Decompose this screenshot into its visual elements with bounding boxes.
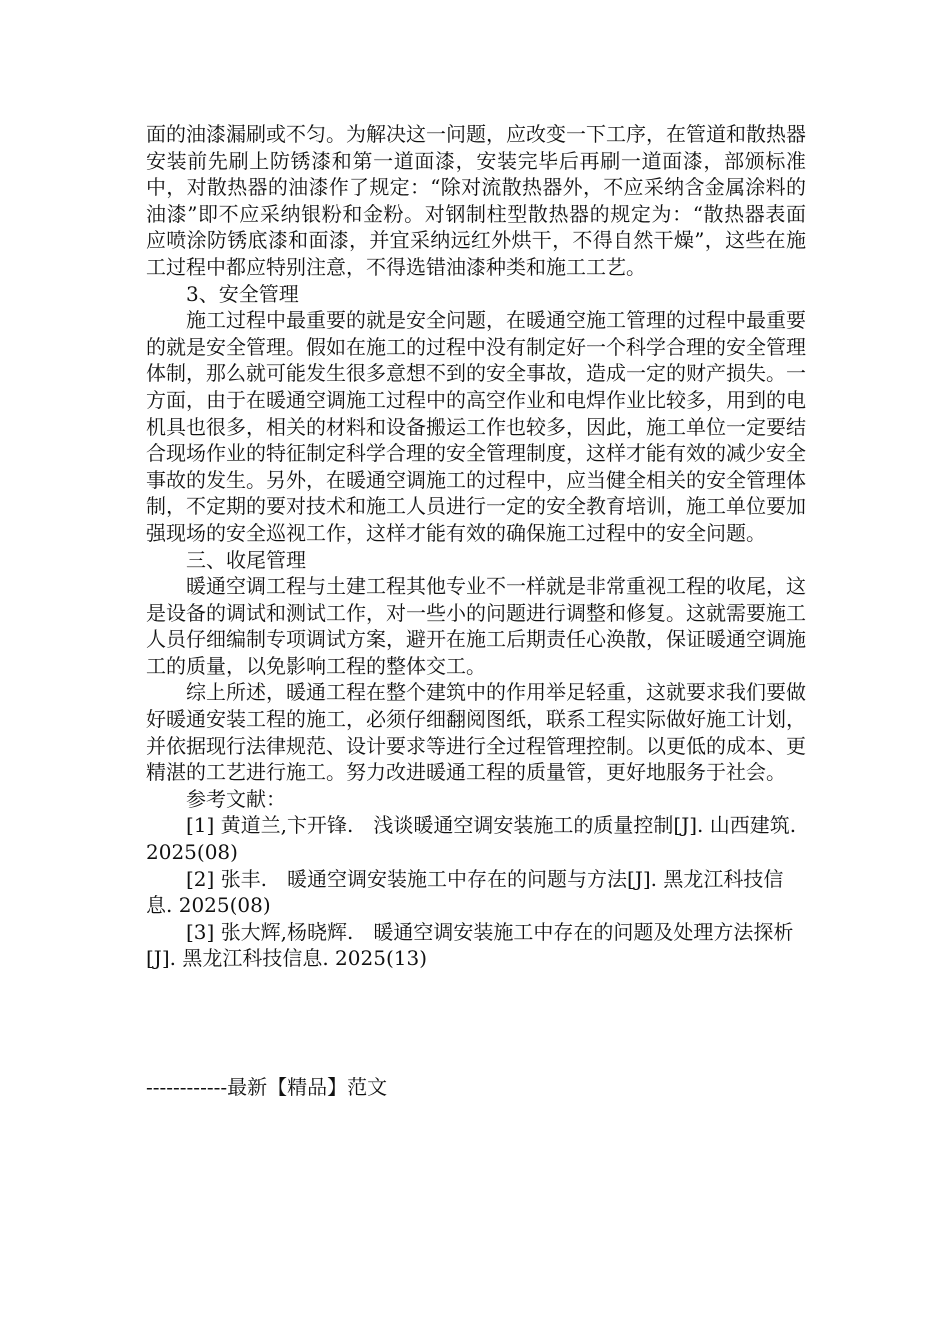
reference-item-2: [2] 张丰. 暖通空调安装施工中存在的问题与方法[J]. 黑龙江科技信息. 2025(08): [146, 866, 784, 918]
page-footer: ------------最新【精品】范文: [146, 1075, 388, 1099]
heading-closing-management: 三、收尾管理: [186, 547, 306, 572]
reference-item-1: [1] 黄道兰,卞开锋. 浅谈暖通空调安装施工的质量控制[J]. 山西建筑. 2025(08): [146, 813, 797, 865]
paragraph-closing-management: 暖通空调工程与土建工程其他专业不一样就是非常重视工程的收尾，这是设备的调试和测试工作，对一些小的问题进行调整和修复。这就需要施工人员仔细编制专项调试方案，避开在施工后期责任心涣散，保证暖通空调施工的质量，以免影响工程的整体交工。: [146, 574, 806, 678]
paragraph-conclusion: 综上所述，暖通工程在整个建筑中的作用举足轻重，这就要求我们要做好暖通安装工程的施工，必须仔细翻阅图纸，联系工程实际做好施工计划，并依据现行法律规范、设计要求等进行全过程管理控制。以更低的成本、更精湛的工艺进行施工。努力改进暖通工程的质量管，更好地服务于社会。: [146, 680, 806, 785]
reference-item-3: [3] 张大辉,杨晓辉. 暖通空调安装施工中存在的问题及处理方法探析[J]. 黑龙江科技信息. 2025(13): [146, 919, 794, 971]
paragraph-safety-management: 施工过程中最重要的就是安全问题，在暖通空施工管理的过程中最重要的就是安全管理。假如在施工的过程中没有制定好一个科学合理的安全管理体制，那么就可能发生很多意想不到的安全事故，造成一定的财产损失。一方面，由于在暖通空调施工过程中的高空作业和电焊作业比较多，用到的电机具也很多，相关的材料和设备搬运工作也较多，因此，施工单位一定要结合现场作业的特征制定科学合理的安全管理制度，这样才能有效的减少安全事故的发生。另外，在暖通空调施工的过程中，应当健全相关的安全管理体制，不定期的要对技术和施工人员进行一定的安全教育培训，施工单位要加强现场的安全巡视工作，这样才能有效的确保施工过程中的安全问题。: [146, 308, 806, 545]
heading-references: 参考文献：: [186, 786, 286, 811]
document-body: [146, 121, 806, 972]
paragraph-paint-process: 面的油漆漏刷或不匀。为解决这一问题，应改变一下工序，在管道和散热器安装前先刷上防锈漆和第一道面漆，安装完毕后再刷一道面漆，部颁标准中，对散热器的油漆作了规定：“除对流散热器外，不应采纳含金属涂料的油漆”即不应采纳银粉和金粉。对钢制柱型散热器的规定为：“散热器表面应喷涂防锈底漆和面漆，并宜采纳远红外烘干，不得自然干燥”，这些在施工过程中都应特别注意，不得选错油漆种类和施工工艺。: [146, 122, 806, 279]
heading-safety-management: 3、安全管理: [186, 281, 299, 306]
